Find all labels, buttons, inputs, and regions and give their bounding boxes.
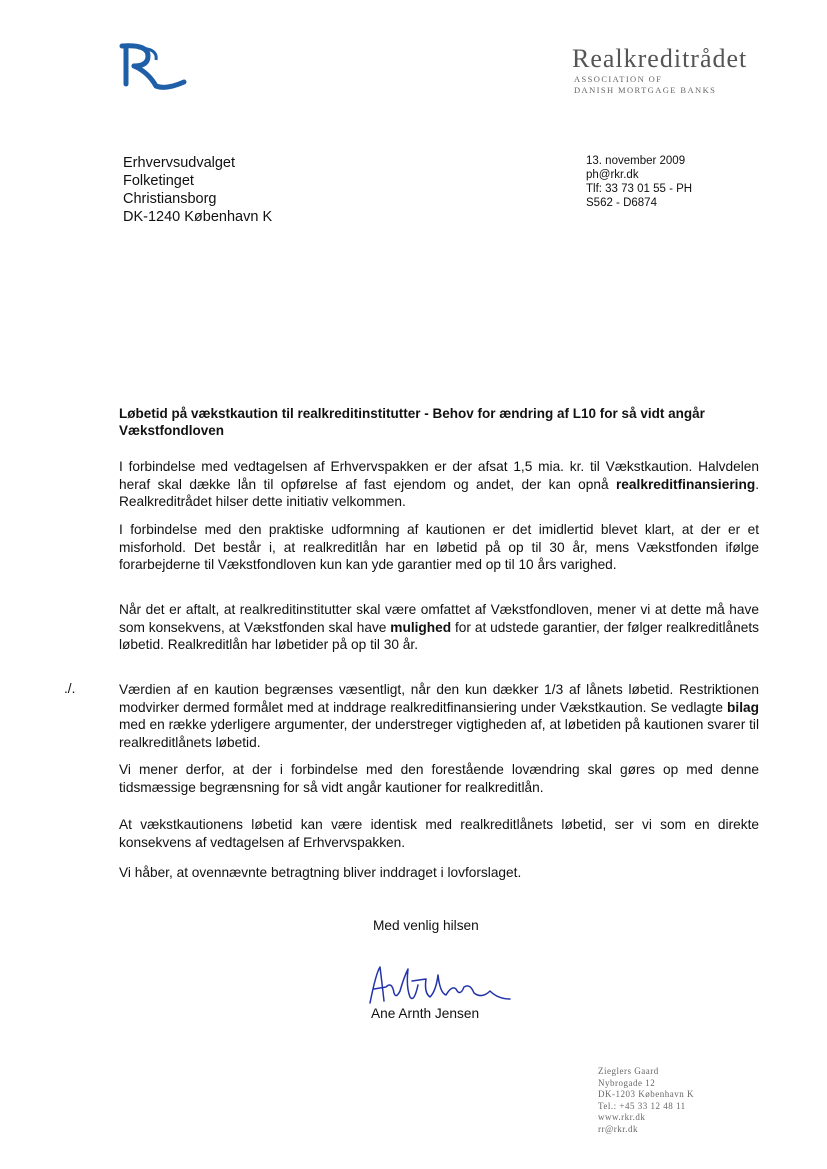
bold-text: realkreditfinansiering (615, 476, 756, 492)
text-run: I forbindelse med vedtagelsen af Erhvervspakken er der afsat 1,5 mia. kr. til Vækstkaution. Halvdelen heraf skal dække lån til opførelse af fast ejendom og andet, der kan opnå (119, 459, 759, 492)
text-run: Når det er aftalt, at realkreditinstitutter skal være omfattet af Vækstfondloven, mener vi at dette må have som konsekvens, at Vækstfonden skal have (119, 602, 759, 635)
recipient-line: Christiansborg (123, 191, 217, 207)
footer-address (598, 1066, 694, 1135)
footer-line: DK-1203 København K (598, 1089, 694, 1099)
body-paragraph (119, 681, 759, 751)
text-run: Værdien af en kaution begrænses væsentligt, når den kun dækker 1/3 af lånets løbetid. Restriktionen modvirker dermed formålet med at inddrage realkreditfinansiering under Vækstkaution. Se vedlagte (119, 682, 759, 715)
text-run: . Realkreditrådet hilser dette initiativ velkommen. (119, 476, 759, 510)
attachment-mark: ./. (64, 681, 76, 696)
footer-website: www.rkr.dk (598, 1112, 646, 1122)
reference-number: S562 - D6874 (586, 197, 657, 209)
sender-phone: Tlf: 33 73 01 55 - PH (586, 183, 693, 195)
letter-subject: Løbetid på vækstkaution til realkreditinstitutter - Behov for ændring af L10 for så vidt angår Vækstfondloven (119, 406, 705, 438)
signer-name: Ane Arnth Jensen (371, 1006, 480, 1021)
recipient-line: Erhvervsudvalget (123, 155, 236, 171)
footer-line: Nybrogade 12 (598, 1077, 656, 1088)
org-subtitle: DANISH MORTGAGE BANKS (574, 85, 717, 95)
letter-date: 13. november 2009 (586, 155, 686, 167)
closing-greeting: Med venlig hilsen (373, 918, 479, 933)
body-paragraph: I forbindelse med den praktiske udformning af kautionen er det imidlertid blevet klart, at der er et misforhold. Det består i, at realkreditlån har en løbetid på op til 30 år, mens Vækstfonden ifølge forarbejderne til Vækstfondloven kun kan yde garantier med op til 10 års varighed. (119, 522, 759, 573)
letter-meta (586, 154, 692, 210)
text-run: for at udstede garantier, der følger realkreditlånets løbetid. Realkreditlån har løbetider på op til 30 år. (119, 619, 759, 653)
bold-text: bilag (727, 699, 759, 715)
recipient-line: DK-1240 København K (123, 209, 273, 225)
body-paragraph: Vi mener derfor, at der i forbindelse med den forestående lovændring skal gøres op med denne tidsmæssige begrænsning for så vidt angår kautioner for realkreditlån. (119, 762, 759, 795)
sender-email: ph@rkr.dk (586, 169, 639, 181)
body-paragraph (119, 601, 759, 654)
footer-email: rr@rkr.dk (598, 1123, 639, 1134)
footer-line: Tel.: +45 33 12 48 11 (598, 1100, 686, 1111)
text-run: med en række yderligere argumenter, der understreger vigtigheden af, at løbetiden på kautionen svarer til realkreditlånets løbetid. (119, 717, 759, 750)
recipient-address (123, 154, 272, 226)
footer-line: Zieglers Gaard (598, 1066, 659, 1076)
body-paragraph: At vækstkautionens løbetid kan være identisk med realkreditlånets løbetid, ser vi som en direkte konsekvens af vedtagelsen af Erhvervspakken. (119, 817, 759, 850)
bold-text: mulighed (390, 619, 452, 635)
body-paragraph: Vi håber, at ovennævnte betragtning bliver inddraget i lovforslaget. (119, 865, 522, 880)
recipient-line: Folketinget (123, 173, 194, 189)
body-paragraph (119, 458, 759, 511)
realkreditraadet-logo (118, 42, 190, 90)
org-subtitle: ASSOCIATION OF (574, 74, 663, 84)
org-name: Realkreditrådet (572, 44, 748, 73)
handwritten-signature (366, 963, 516, 1011)
